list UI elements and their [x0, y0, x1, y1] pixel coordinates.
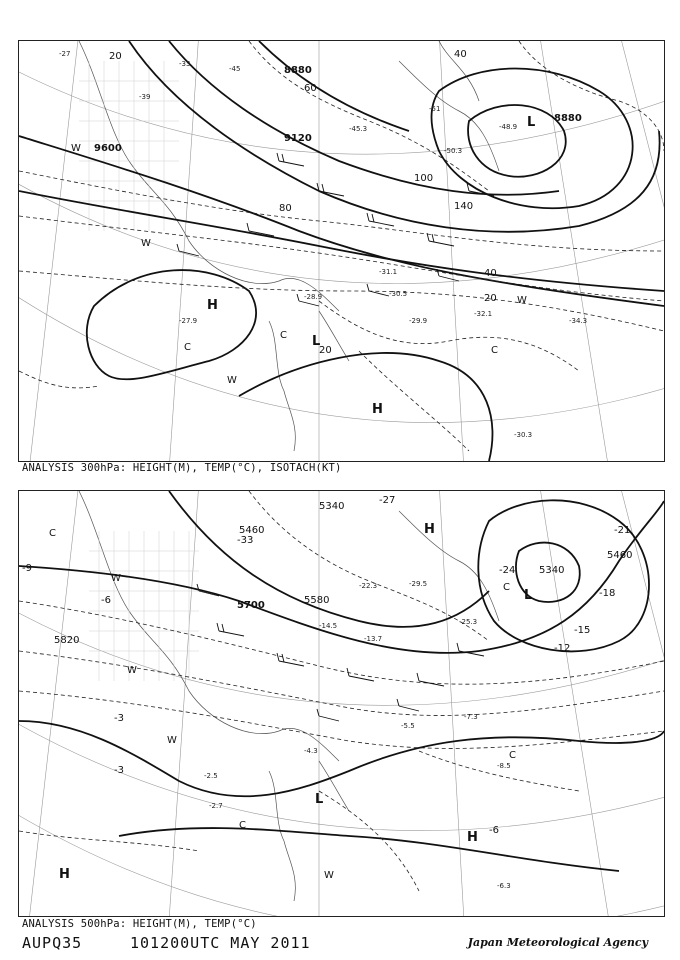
isotach-label: 140 [454, 201, 474, 212]
high-pressure-symbol: H [207, 298, 218, 313]
warm-symbol: W [324, 870, 334, 881]
temp-label: -39 [139, 93, 151, 101]
temp-label: -9 [22, 563, 32, 574]
graticule [19, 491, 664, 916]
temp-label: -51 [429, 105, 441, 113]
obs-label: -5.5 [401, 722, 415, 730]
caption-500hpa: ANALYSIS 500hPa: HEIGHT(M), TEMP(°C) [22, 918, 257, 930]
temp-label: -24 [499, 565, 516, 576]
height-label: 5820 [54, 635, 80, 646]
height-contours [19, 41, 664, 461]
temp-label: -48.9 [499, 123, 518, 131]
height-label: 5580 [304, 595, 330, 606]
high-pressure-symbol: H [372, 402, 383, 417]
temp-label: -29.9 [409, 317, 428, 325]
height-label: 5460 [239, 525, 265, 536]
obs-label: -8.5 [497, 762, 511, 770]
wind-barbs [177, 153, 494, 306]
warm-symbol: W [141, 238, 151, 249]
isotach-label: 20 [484, 293, 497, 304]
high-pressure-symbol: H [467, 830, 478, 845]
obs-label: -7.3 [464, 713, 478, 721]
temp-label: -33 [237, 535, 254, 546]
map-panel-300hpa [18, 40, 665, 462]
temp-label: -27.9 [179, 317, 198, 325]
temp-label: -45.3 [349, 125, 368, 133]
temp-label: -31.1 [379, 268, 398, 276]
map-panel-500hpa [18, 490, 665, 917]
warm-symbol: W [111, 573, 121, 584]
obs-label: -25.3 [459, 618, 478, 626]
temp-label: -33 [179, 60, 191, 68]
isotach-label: 40 [484, 268, 497, 279]
height-label: 8880 [554, 113, 582, 124]
isotach-label: 60 [304, 83, 317, 94]
cold-symbol: C [49, 528, 56, 539]
temp-label: -30.5 [389, 290, 408, 298]
temp-label: -12 [554, 643, 571, 654]
cold-symbol: C [509, 750, 516, 761]
obs-label: -6.3 [497, 882, 511, 890]
caption-300hpa: ANALYSIS 300hPa: HEIGHT(M), TEMP(°C), ISOTACH(KT) [22, 462, 342, 474]
temp-label: -27 [379, 495, 396, 506]
isotach-label: 20 [109, 51, 122, 62]
temp-label: -3 [114, 713, 124, 724]
warm-symbol: W [127, 665, 137, 676]
temp-label: -28.9 [304, 293, 323, 301]
warm-symbol: W [71, 143, 81, 154]
height-label: 5340 [539, 565, 565, 576]
high-pressure-symbol: H [424, 522, 435, 537]
temp-label: -6 [489, 825, 499, 836]
high-pressure-symbol: H [59, 867, 70, 882]
height-label: 9600 [94, 143, 122, 154]
cold-symbol: C [503, 582, 510, 593]
map-500hpa-svg [19, 491, 664, 916]
temp-label: -18 [599, 588, 616, 599]
cold-symbol: C [184, 342, 191, 353]
isotach-label: 100 [414, 173, 434, 184]
obs-label: -29.5 [409, 580, 428, 588]
agency-name: Japan Meteorological Agency [467, 936, 648, 949]
temp-label: -6 [101, 595, 111, 606]
height-label: 8880 [284, 65, 312, 76]
low-pressure-symbol: L [527, 115, 536, 130]
obs-label: -22.3 [359, 582, 378, 590]
cold-symbol: C [239, 820, 246, 831]
low-pressure-symbol: L [524, 588, 533, 603]
warm-symbol: W [167, 735, 177, 746]
isotach-label: 20 [319, 345, 332, 356]
height-contours [19, 491, 664, 871]
obs-label: -2.7 [209, 802, 223, 810]
temp-label: -45 [229, 65, 241, 73]
height-label: 5460 [607, 550, 633, 561]
temp-label: -34.3 [569, 317, 588, 325]
temp-label: -15 [574, 625, 591, 636]
cold-symbol: C [280, 330, 287, 341]
obs-label: -2.5 [204, 772, 218, 780]
height-label: 5340 [319, 501, 345, 512]
map-300hpa-svg [19, 41, 664, 461]
obs-label: -14.5 [319, 622, 338, 630]
obs-label: -13.7 [364, 635, 383, 643]
product-code: AUPQ35 [22, 934, 83, 952]
temp-label: -32.1 [474, 310, 493, 318]
low-pressure-symbol: L [315, 792, 324, 807]
obs-label: -4.3 [304, 747, 318, 755]
warm-symbol: W [517, 295, 527, 306]
temp-label: -3 [114, 765, 124, 776]
valid-time: 101200UTC MAY 2011 [130, 934, 311, 952]
height-label: 9120 [284, 133, 312, 144]
temp-label: -21 [614, 525, 631, 536]
isotach-label: 80 [279, 203, 292, 214]
cold-symbol: C [491, 345, 498, 356]
warm-symbol: W [227, 375, 237, 386]
temp-label: -50.3 [444, 147, 463, 155]
height-label: 5700 [237, 600, 265, 611]
isotach-label: 40 [454, 49, 467, 60]
hatched-area [89, 531, 199, 681]
low-pressure-symbol: L [312, 334, 321, 349]
temp-label: -30.3 [514, 431, 533, 439]
temp-label: -27 [59, 50, 71, 58]
